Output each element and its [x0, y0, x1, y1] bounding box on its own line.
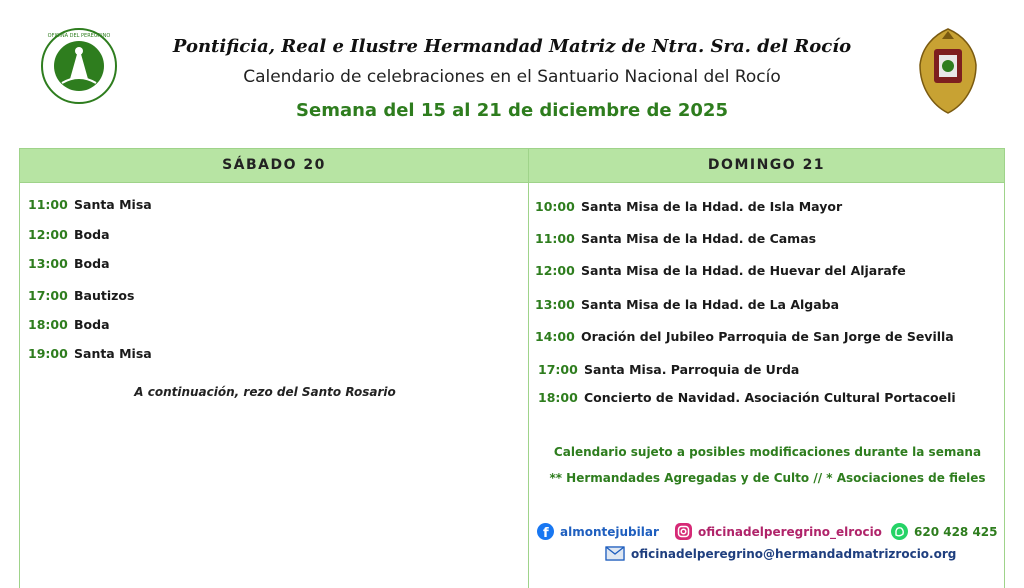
event-row: [28, 317, 110, 332]
event-row: [535, 263, 906, 278]
whatsapp-number: 620 428 425: [914, 524, 998, 539]
event-label: Santa Misa. Parroquia de Urda: [584, 362, 800, 377]
event-row: [28, 197, 152, 212]
logo-left-text: OFICINA DEL PEREGRINO: [47, 33, 111, 39]
email-address: oficinadelperegrino@hermandadmatrizrocio.org: [631, 546, 957, 561]
event-time: 13:00: [28, 256, 68, 271]
event-time: 12:00: [28, 227, 68, 242]
week-range: Semana del 15 al 21 de diciembre de 2025: [296, 100, 728, 121]
event-label: Boda: [74, 317, 110, 332]
saturday-heading: SÁBADO 20: [20, 149, 528, 183]
facebook-contact[interactable]: [537, 523, 659, 540]
event-label: Boda: [74, 227, 110, 242]
facebook-handle: almontejubilar: [560, 524, 659, 539]
event-row: [538, 362, 799, 377]
event-time: 13:00: [535, 297, 575, 312]
event-label: Santa Misa de la Hdad. de La Algaba: [581, 297, 840, 312]
event-time: 11:00: [28, 197, 68, 212]
legend-note: ** Hermandades Agregadas y de Culto // * Asociaciones de fieles: [549, 471, 986, 485]
whatsapp-contact[interactable]: [891, 523, 998, 540]
event-time: 12:00: [535, 263, 575, 278]
event-time: 10:00: [535, 199, 575, 214]
event-row: [28, 256, 110, 271]
event-time: 18:00: [28, 317, 68, 332]
event-time: 14:00: [535, 329, 575, 344]
event-row: [535, 231, 816, 246]
event-row: [535, 329, 954, 344]
page-subtitle: Calendario de celebraciones en el Santuario Nacional del Rocío: [243, 67, 781, 87]
event-row: [28, 346, 152, 361]
sunday-heading: DOMINGO 21: [529, 149, 1004, 183]
whatsapp-icon: [891, 523, 908, 540]
event-label: Boda: [74, 256, 110, 271]
event-time: 17:00: [538, 362, 578, 377]
sunday-column: [528, 148, 1005, 588]
event-label: Santa Misa: [74, 197, 152, 212]
page-title: Pontificia, Real e Ilustre Hermandad Matriz de Ntra. Sra. del Rocío: [172, 36, 852, 57]
event-time: 11:00: [535, 231, 575, 246]
event-row: [28, 227, 110, 242]
email-icon: [605, 546, 625, 561]
facebook-icon: [537, 523, 554, 540]
event-row: [535, 199, 842, 214]
event-row: [28, 288, 134, 303]
instagram-handle: oficinadelperegrino_elrocio: [698, 524, 882, 539]
event-time: 18:00: [538, 390, 578, 405]
svg-text:f: f: [543, 526, 549, 540]
saturday-column: [19, 148, 529, 588]
rosary-note: A continuación, rezo del Santo Rosario: [134, 385, 396, 399]
event-label: Bautizos: [74, 288, 135, 303]
event-time: 17:00: [28, 288, 68, 303]
event-time: 19:00: [28, 346, 68, 361]
event-label: Santa Misa: [74, 346, 152, 361]
event-row: [538, 390, 956, 405]
instagram-icon: [675, 523, 692, 540]
instagram-contact[interactable]: [675, 523, 882, 540]
event-label: Santa Misa de la Hdad. de Huevar del Aljarafe: [581, 263, 906, 278]
event-label: Santa Misa de la Hdad. de Camas: [581, 231, 817, 246]
event-label: Oración del Jubileo Parroquia de San Jorge de Sevilla: [581, 329, 954, 344]
event-label: Santa Misa de la Hdad. de Isla Mayor: [581, 199, 843, 214]
schedule-disclaimer: Calendario sujeto a posibles modificaciones durante la semana: [553, 445, 982, 459]
event-label: Concierto de Navidad. Asociación Cultural Portacoeli: [584, 390, 956, 405]
email-contact[interactable]: [605, 546, 956, 561]
event-row: [535, 297, 839, 312]
